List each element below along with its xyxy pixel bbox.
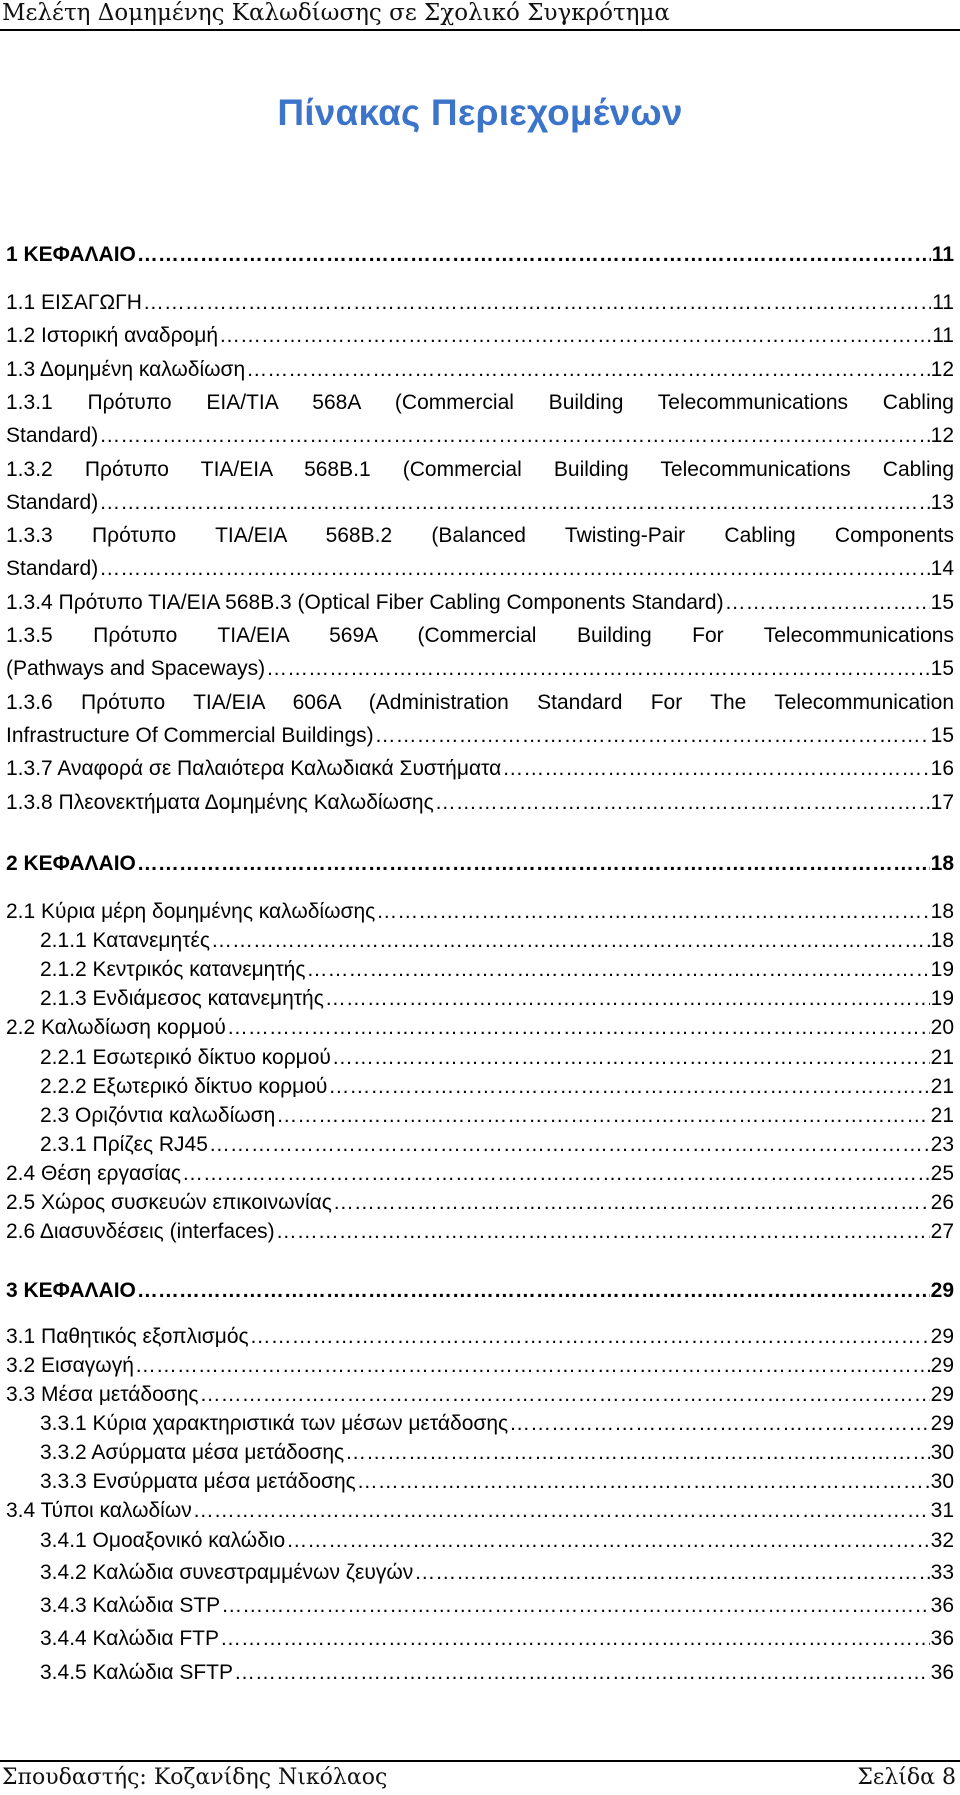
toc-entry[interactable]: 2.5 Χώρος συσκευών επικοινωνίας ……………………………………………………………………………………………………………………………………………………………………………………………………………… 26 — [6, 1186, 954, 1219]
toc-entry[interactable]: Standard) ……………………………………………………………………………………………………………………………………………………………………………………………………………… 12 — [6, 419, 954, 452]
toc-entry[interactable]: 1.3 Δομημένη καλωδίωση ……………………………………………………………………………………………………………………………………………………………………………………………………………… 12 — [6, 353, 954, 386]
toc-entry[interactable]: 2.1.3 Ενδιάμεσος κατανεμητής ……………………………………………………………………………………………………………………………………………………………………………………………………………… 19 — [40, 982, 954, 1015]
toc-entry[interactable]: 3.4.5 Καλώδια SFTP ……………………………………………………………………………………………………………………………………………………………………………………………………………… 36 — [40, 1656, 954, 1689]
toc-entry[interactable]: Standard) ……………………………………………………………………………………………………………………………………………………………………………………………………………… 13 — [6, 486, 954, 519]
footer-rule — [0, 1760, 960, 1762]
toc-entry[interactable]: 3.4.2 Καλώδια συνεστραμμένων ζευγών ……………………………………………………………………………………………………………………………………………………………………………………………………………… 33 — [40, 1556, 954, 1589]
toc-entry[interactable]: 3.3.2 Ασύρματα μέσα μετάδοσης ……………………………………………………………………………………………………………………………………………………………………………………………………………… 30 — [40, 1436, 954, 1469]
toc-entry[interactable]: 2.3 Οριζόντια καλωδίωση ……………………………………………………………………………………………………………………………………………………………………………………………………………… 21 — [40, 1099, 954, 1132]
toc-entry[interactable]: 1.3.7 Αναφορά σε Παλαιότερα Καλωδιακά Συστήματα ……………………………………………………………………………………………………………………………………………………………………………………………………………… 16 — [6, 752, 954, 785]
toc-entry[interactable]: 3.4.1 Ομοαξονικό καλώδιο ……………………………………………………………………………………………………………………………………………………………………………………………………………… 32 — [40, 1524, 954, 1557]
toc-entry[interactable]: 2.3.1 Πρίζες RJ45 ……………………………………………………………………………………………………………………………………………………………………………………………………………… 23 — [40, 1128, 954, 1161]
toc-entry[interactable]: 3.4.3 Καλώδια STP ……………………………………………………………………………………………………………………………………………………………………………………………………………… 36 — [40, 1589, 954, 1622]
toc-entry[interactable]: 3.3.3 Ενσύρματα μέσα μετάδοσης ……………………………………………………………………………………………………………………………………………………………………………………………………………… 30 — [40, 1465, 954, 1498]
footer-page-number: Σελίδα 8 — [857, 1765, 956, 1790]
toc-entry[interactable]: 2.1.2 Κεντρικός κατανεμητής ……………………………………………………………………………………………………………………………………………………………………………………………………………… 19 — [40, 953, 954, 986]
toc-entry[interactable]: 3.4 Τύποι καλωδίων ……………………………………………………………………………………………………………………………………………………………………………………………………………… 31 — [6, 1494, 954, 1527]
toc-title: Πίνακας Περιεχομένων — [277, 92, 683, 133]
running-header: Μελέτη Δομημένης Καλωδίωσης σε Σχολικό Συγκρότημα — [2, 0, 670, 26]
toc-entry[interactable]: 1.3.5 Πρότυπο ΤΙΑ/ΕΙΑ 569Α (Commercial Building For Telecommunications — [6, 624, 954, 647]
toc-entry[interactable]: 1.3.6 Πρότυπο ΤΙΑ/ΕΙΑ 606Α (Administration Standard For The Telecommunication — [6, 691, 954, 714]
toc-entry[interactable]: 1.3.4 Πρότυπο ΤΙΑ/ΕΙΑ 568Β.3 (Optical Fiber Cabling Components Standard) ……………………………………………………………………………………………………………………………………………………………………………………………………………… 15 — [6, 586, 954, 619]
toc-entry[interactable]: 3.3 Μέσα μετάδοσης ……………………………………………………………………………………………………………………………………………………………………………………………………………… 29 — [6, 1378, 954, 1411]
toc-entry-chapter[interactable]: 3 ΚΕΦΑΛΑΙΟ ……………………………………………………………………………………………………………………………………………………………………………………………………………… 29 — [6, 1274, 954, 1307]
toc-entry[interactable]: Infrastructure Of Commercial Buildings) ……………………………………………………………………………………………………………………………………………………………………………………………………………… 15 — [6, 719, 954, 752]
toc-entry[interactable]: 2.4 Θέση εργασίας ……………………………………………………………………………………………………………………………………………………………………………………………………………… 25 — [6, 1157, 954, 1190]
footer-student-name: Σπουδαστής: Κοζανίδης Νικόλαος — [2, 1765, 388, 1790]
toc-entry-chapter[interactable]: 2 ΚΕΦΑΛΑΙΟ ……………………………………………………………………………………………………………………………………………………………………………………………………………… 18 — [6, 847, 954, 880]
toc-entry-chapter[interactable]: 1 ΚΕΦΑΛΑΙΟ ……………………………………………………………………………………………………………………………………………………………………………………………………………… 11 — [6, 238, 954, 271]
toc-entry[interactable]: 3.1 Παθητικός εξοπλισμός ……………………………………………………………………………………………………………………………………………………………………………………………………………… 29 — [6, 1320, 954, 1353]
toc-entry[interactable]: 3.2 Εισαγωγή ……………………………………………………………………………………………………………………………………………………………………………………………………………… 29 — [6, 1349, 954, 1382]
toc-entry[interactable]: 2.1 Κύρια μέρη δομημένης καλωδίωσης ……………………………………………………………………………………………………………………………………………………………………………………………………………… 18 — [6, 895, 954, 928]
header-rule — [0, 29, 960, 31]
toc-entry[interactable]: (Pathways and Spaceways) ……………………………………………………………………………………………………………………………………………………………………………………………………………… 15 — [6, 652, 954, 685]
toc-entry[interactable]: 2.6 Διασυνδέσεις (interfaces) ……………………………………………………………………………………………………………………………………………………………………………………………………………… 27 — [6, 1215, 954, 1248]
toc-entry[interactable]: 2.2 Καλωδίωση κορμού ……………………………………………………………………………………………………………………………………………………………………………………………………………… 20 — [6, 1011, 954, 1044]
toc-entry[interactable]: 2.2.1 Εσωτερικό δίκτυο κορμού ……………………………………………………………………………………………………………………………………………………………………………………………………………… 21 — [40, 1041, 954, 1074]
toc-entry[interactable]: 1.1 ΕΙΣΑΓΩΓΗ ……………………………………………………………………………………………………………………………………………………………………………………………………………… 11 — [6, 286, 954, 319]
toc-entry[interactable]: 1.3.3 Πρότυπο ΤΙΑ/ΕΙΑ 568Β.2 (Balanced Twisting-Pair Cabling Components — [6, 524, 954, 547]
toc-entry[interactable]: 1.3.2 Πρότυπο ΤΙΑ/ΕΙΑ 568Β.1 (Commercial Building Telecommunications Cabling — [6, 458, 954, 481]
toc-entry[interactable]: Standard) ……………………………………………………………………………………………………………………………………………………………………………………………………………… 14 — [6, 552, 954, 585]
toc-entry[interactable]: 1.3.8 Πλεονεκτήματα Δομημένης Καλωδίωσης ……………………………………………………………………………………………………………………………………………………………………………………………………………… 17 — [6, 786, 954, 819]
toc-entry[interactable]: 1.2 Ιστορική αναδρομή ……………………………………………………………………………………………………………………………………………………………………………………………………………… 11 — [6, 319, 954, 352]
toc-entry[interactable]: 3.4.4 Καλώδια FTP ……………………………………………………………………………………………………………………………………………………………………………………………………………… 36 — [40, 1622, 954, 1655]
toc-entry[interactable]: 3.3.1 Κύρια χαρακτηριστικά των μέσων μετάδοσης ……………………………………………………………………………………………………………………………………………………………………………………………………………… 29 — [40, 1407, 954, 1440]
toc-entry[interactable]: 2.1.1 Κατανεμητές ……………………………………………………………………………………………………………………………………………………………………………………………………………… 18 — [40, 924, 954, 957]
toc-entry[interactable]: 2.2.2 Εξωτερικό δίκτυο κορμού ……………………………………………………………………………………………………………………………………………………………………………………………………………… 21 — [40, 1070, 954, 1103]
toc-entry[interactable]: 1.3.1 Πρότυπο ΕΙΑ/ΤΙΑ 568Α (Commercial Building Telecommunications Cabling — [6, 391, 954, 414]
